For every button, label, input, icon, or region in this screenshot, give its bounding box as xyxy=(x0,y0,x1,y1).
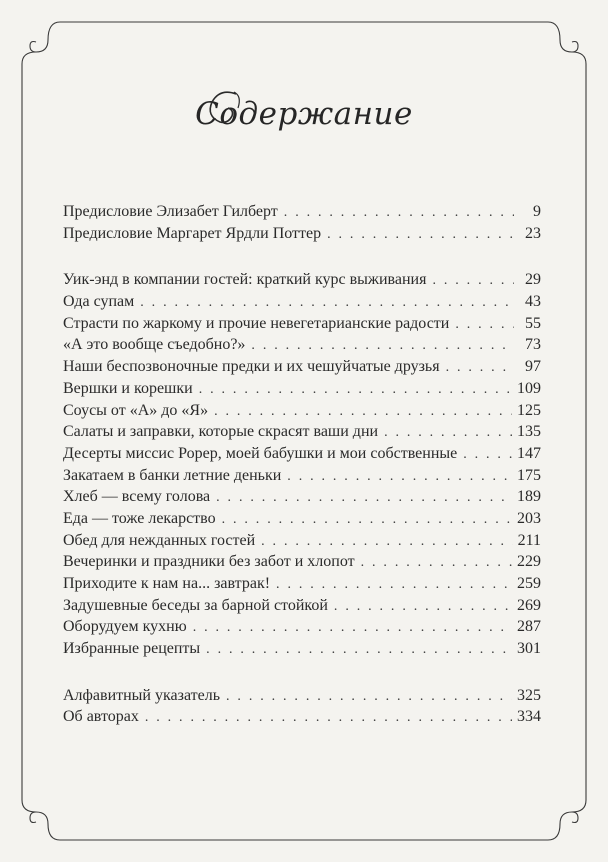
leader-dots xyxy=(432,273,514,289)
toc-entry-title: Еда — тоже лекарство xyxy=(63,509,216,527)
leader-dots xyxy=(226,689,512,705)
toc-entry[interactable] xyxy=(63,553,541,575)
toc-entry[interactable] xyxy=(63,445,541,467)
toc-entry-page: 334 xyxy=(517,708,541,726)
leader-dots xyxy=(206,642,512,658)
leader-dots xyxy=(327,227,514,243)
leader-dots xyxy=(251,338,514,354)
toc-entry-page: 259 xyxy=(517,575,541,592)
toc-entry[interactable] xyxy=(63,687,541,709)
toc-entry[interactable] xyxy=(63,510,541,532)
leader-dots xyxy=(216,490,512,506)
toc-entry-page: 97 xyxy=(525,358,541,376)
toc-entry-title: Уик-энд в компании гостей: краткий курс выживания xyxy=(63,271,427,289)
toc-entry[interactable] xyxy=(63,293,541,315)
title-text: Содержание xyxy=(195,96,413,132)
leader-dots xyxy=(140,295,514,311)
page-title xyxy=(0,96,608,132)
toc-entry-title: Страсти по жаркому и прочие невегетарианские радости xyxy=(63,314,450,332)
leader-dots xyxy=(199,382,512,398)
toc-entry-page: 73 xyxy=(525,336,541,354)
table-of-contents xyxy=(63,203,541,755)
toc-entry[interactable] xyxy=(63,597,541,619)
toc-entry[interactable] xyxy=(63,336,541,358)
toc-entry-title: Вершки и корешки xyxy=(63,379,193,397)
toc-entry[interactable] xyxy=(63,532,541,554)
toc-entry[interactable] xyxy=(63,380,541,402)
toc-entry-page: 29 xyxy=(525,271,541,289)
leader-dots xyxy=(284,205,514,221)
toc-entry-page: 203 xyxy=(517,509,541,527)
toc-entry-title: Обед для нежданных гостей xyxy=(63,531,256,549)
toc-entry-page: 175 xyxy=(517,466,541,484)
toc-entry[interactable] xyxy=(63,618,541,640)
toc-group-appendix xyxy=(63,687,541,730)
leader-dots xyxy=(214,404,512,420)
toc-entry-page: 109 xyxy=(517,379,541,397)
toc-entry-page: 325 xyxy=(517,686,541,704)
leader-dots xyxy=(193,620,512,636)
leader-dots xyxy=(145,710,512,726)
toc-entry-title: «А это вообще съедобно?» xyxy=(63,336,246,354)
toc-entry-page: 229 xyxy=(517,553,541,571)
toc-entry-title: Наши беспозвоночные предки и их чешуйчатые друзья xyxy=(63,358,440,376)
toc-entry-page: 147 xyxy=(517,444,541,462)
toc-entry-title: Закатаем в банки летние деньки xyxy=(63,466,282,484)
toc-entry-title: Избранные рецепты xyxy=(63,640,201,658)
toc-entry-title: Приходите к нам на... завтрак! xyxy=(63,575,271,592)
toc-entry[interactable] xyxy=(63,315,541,337)
leader-dots xyxy=(446,360,514,376)
toc-entry[interactable] xyxy=(63,575,541,597)
toc-entry-title: Соусы от «А» до «Я» xyxy=(63,401,209,419)
toc-entry-page: 125 xyxy=(517,401,541,419)
toc-entry-page: 43 xyxy=(525,293,541,311)
toc-entry[interactable] xyxy=(63,402,541,424)
leader-dots xyxy=(261,534,512,550)
toc-entry-title: Задушевные беседы за барной стойкой xyxy=(63,596,328,614)
toc-entry-page: 269 xyxy=(517,596,541,614)
toc-entry-title: Десерты миссис Рорер, моей бабушки и мои собственные xyxy=(63,444,458,462)
toc-entry-page: 9 xyxy=(533,203,541,220)
toc-entry-title: Хлеб — всему голова xyxy=(63,488,211,506)
toc-entry-title: Оборудуем кухню xyxy=(63,618,187,636)
toc-entry-title: Ода супам xyxy=(63,293,135,311)
toc-entry-page: 23 xyxy=(525,224,541,242)
leader-dots xyxy=(276,577,512,593)
toc-entry-page: 189 xyxy=(517,488,541,506)
toc-entry-page: 301 xyxy=(517,640,541,658)
toc-entry[interactable] xyxy=(63,203,541,225)
leader-dots xyxy=(222,512,512,528)
toc-entry[interactable] xyxy=(63,423,541,445)
toc-entry-page: 55 xyxy=(525,314,541,332)
toc-group-forewords xyxy=(63,203,541,246)
toc-entry-page: 211 xyxy=(517,531,541,549)
leader-dots xyxy=(334,599,512,615)
leader-dots xyxy=(287,469,512,485)
toc-entry[interactable] xyxy=(63,467,541,489)
leader-dots xyxy=(384,425,512,441)
toc-entry[interactable] xyxy=(63,640,541,662)
toc-entry-page: 135 xyxy=(517,423,541,441)
toc-entry[interactable] xyxy=(63,271,541,293)
toc-entry[interactable] xyxy=(63,358,541,380)
toc-entry[interactable] xyxy=(63,708,541,730)
toc-entry-title: Об авторах xyxy=(63,708,139,726)
title-flourish-icon xyxy=(198,86,258,146)
leader-dots xyxy=(361,555,512,571)
toc-entry[interactable] xyxy=(63,225,541,247)
toc-entry-title: Предисловие Маргарет Ярдли Поттер xyxy=(63,224,322,242)
toc-entry-title: Предисловие Элизабет Гилберт xyxy=(63,203,278,220)
leader-dots xyxy=(455,317,514,333)
toc-entry-page: 287 xyxy=(517,618,541,636)
leader-dots xyxy=(463,447,512,463)
toc-group-chapters xyxy=(63,271,541,661)
toc-entry[interactable] xyxy=(63,488,541,510)
toc-entry-title: Вечеринки и праздники без забот и хлопот xyxy=(63,553,355,571)
toc-entry-title: Алфавитный указатель xyxy=(63,686,221,704)
toc-entry-title: Салаты и заправки, которые скрасят ваши дни xyxy=(63,423,379,441)
